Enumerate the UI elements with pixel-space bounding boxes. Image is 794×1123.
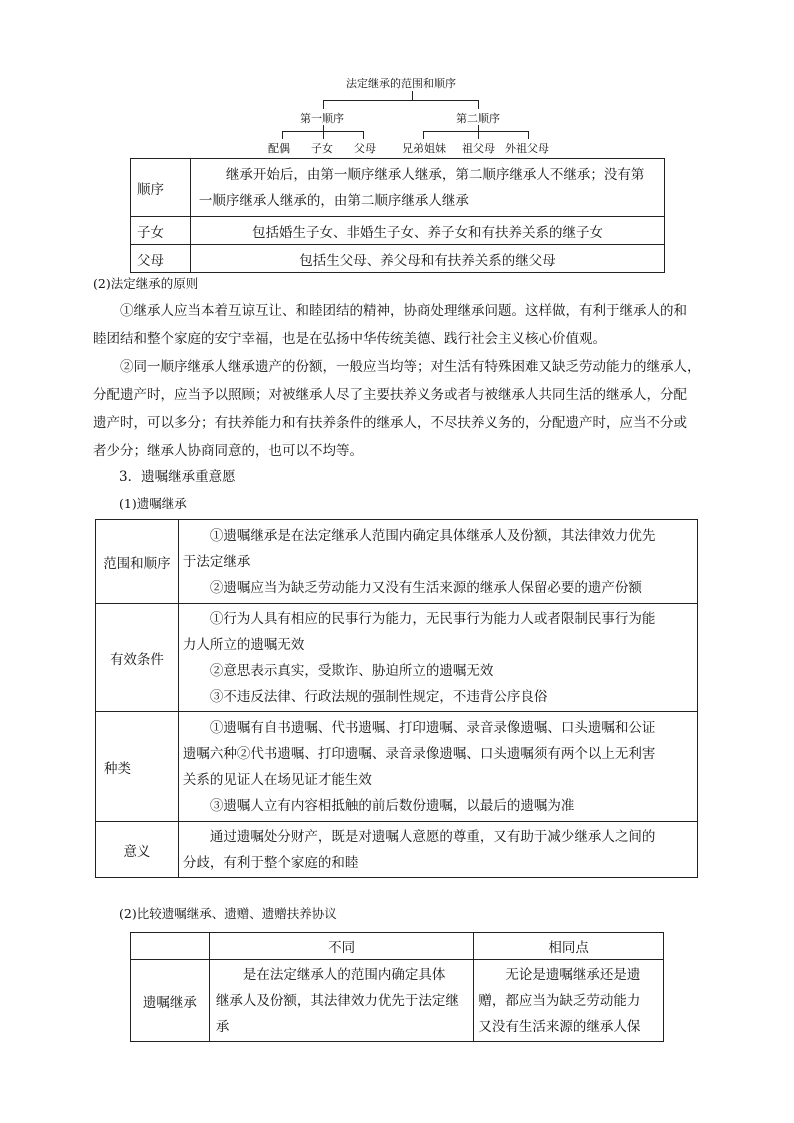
row-label: 父母 bbox=[131, 245, 191, 273]
tree-line bbox=[478, 131, 479, 139]
will-inheritance-table bbox=[95, 519, 698, 878]
statutory-order-table bbox=[130, 158, 665, 273]
row-label: 种类 bbox=[96, 712, 179, 822]
same-cell bbox=[474, 960, 664, 1042]
header-diff: 不同 bbox=[209, 933, 473, 960]
row-label: 遗嘱继承 bbox=[131, 960, 210, 1042]
tree-parents: 父母 bbox=[354, 142, 376, 155]
row-label: 顺序 bbox=[131, 159, 191, 217]
text-line: ①继承人应当本着互谅互让、和睦团结的精神，协商处理继承问题。这样做，有利于继承人的和 bbox=[120, 303, 687, 319]
tree-spouse: 配偶 bbox=[268, 142, 290, 155]
tree-line bbox=[412, 91, 413, 100]
text-line: 关系的见证人在场见证才能生效 bbox=[182, 771, 372, 788]
text-line: ①遗嘱有自书遗嘱、代书遗嘱、打印遗嘱、录音录像遗嘱、口头遗嘱和公证 bbox=[209, 719, 656, 736]
principle-paragraph-1 bbox=[93, 297, 713, 353]
tree-grandparents-paternal: 祖父母 bbox=[462, 142, 495, 155]
table-row bbox=[131, 245, 665, 273]
tree-line bbox=[478, 100, 479, 109]
table-row bbox=[96, 822, 698, 878]
text-line: 分歧，有利于整个家庭的和睦 bbox=[182, 854, 359, 871]
tree-line bbox=[323, 100, 324, 109]
text-line: ③遗嘱人立有内容相抵触的前后数份遗嘱，以最后的遗嘱为准 bbox=[209, 797, 575, 814]
principle-paragraph-2 bbox=[93, 353, 713, 465]
text-line: ②意思表示真实，受欺诈、胁迫所立的遗嘱无效 bbox=[209, 662, 494, 679]
table-row bbox=[131, 159, 665, 217]
tree-line bbox=[363, 131, 364, 139]
tree-line bbox=[282, 131, 283, 139]
text-line: 睦团结和整个家庭的安宁幸福，也是在弘扬中华传统美德、践行社会主义核心价值观。 bbox=[93, 331, 606, 347]
table-row bbox=[131, 217, 665, 245]
table-row bbox=[96, 712, 698, 822]
row-content bbox=[178, 712, 697, 822]
tree-root: 法定继承的范围和顺序 bbox=[346, 77, 456, 90]
tree-line bbox=[423, 131, 424, 139]
tree-grandparents-maternal: 外祖父母 bbox=[505, 142, 549, 155]
row-text-line: 一顺序继承人继承的，由第二顺序继承人继承 bbox=[198, 192, 469, 209]
text-line: 于法定继承 bbox=[182, 553, 251, 570]
principle-heading: (2)法定继承的原则 bbox=[93, 276, 199, 291]
text-line: ②同一顺序继承人继承遗产的份额，一般应当均等；对生活有特殊困难又缺乏劳动能力的继承人， bbox=[120, 359, 701, 375]
subsection-heading: (1)遗嘱继承 bbox=[119, 496, 187, 511]
header-same: 相同点 bbox=[474, 933, 664, 960]
tree-children: 子女 bbox=[311, 142, 333, 155]
tree-line bbox=[323, 131, 324, 139]
row-content: 包括生父母、养父母和有扶养关系的继父母 bbox=[190, 245, 664, 273]
tree-line bbox=[323, 100, 479, 101]
row-content: 包括婚生子女、非婚生子女、养子女和有扶养关系的继子女 bbox=[190, 217, 664, 245]
row-content bbox=[178, 604, 697, 712]
section-heading: 3．遗嘱继承重意愿 bbox=[119, 469, 236, 485]
text-line: ③不违反法律、行政法规的强制性规定，不违背公序良俗 bbox=[209, 688, 548, 705]
table-row bbox=[96, 604, 698, 712]
text-line: 无论是遗嘱继承还是遗 bbox=[505, 966, 641, 983]
diff-cell bbox=[209, 960, 473, 1042]
text-line: 遗嘱六种②代书遗嘱、打印遗嘱、录音录像遗嘱、口头遗嘱须有两个以上无利害 bbox=[182, 745, 656, 762]
text-line: 遗产时，可以多分；有扶养能力和有扶养条件的继承人，不尽扶养义务的，分配遗产时，应当不分或 bbox=[93, 415, 687, 431]
tree-siblings: 兄弟姐妹 bbox=[402, 142, 446, 155]
text-line: 继承人及份额，其法律效力优先于法定继 bbox=[215, 992, 459, 1009]
row-label: 有效条件 bbox=[96, 604, 179, 712]
text-line: ②遗嘱应当为缺乏劳动能力又没有生活来源的继承人保留必要的遗产份额 bbox=[209, 579, 642, 596]
tree-line bbox=[528, 131, 529, 139]
header-empty bbox=[131, 933, 210, 960]
row-label: 意义 bbox=[96, 822, 179, 878]
text-line: 力人所立的遗嘱无效 bbox=[182, 636, 305, 653]
row-content bbox=[190, 159, 664, 217]
row-label: 范围和顺序 bbox=[96, 520, 179, 604]
table-header-row bbox=[131, 933, 664, 960]
text-line: 赠，都应当为缺乏劳动能力 bbox=[478, 992, 641, 1009]
compare-table bbox=[130, 932, 664, 1042]
tree-first-order: 第一顺序 bbox=[300, 112, 344, 125]
text-line: 通过遗嘱处分财产，既是对遗嘱人意愿的尊重，又有助于减少继承人之间的 bbox=[209, 828, 656, 845]
row-label: 子女 bbox=[131, 217, 191, 245]
row-content bbox=[178, 822, 697, 878]
text-line: ①遗嘱继承是在法定继承人范围内确定具体继承人及份额，其法律效力优先 bbox=[209, 527, 656, 544]
text-line: 承 bbox=[215, 1018, 230, 1035]
row-content bbox=[178, 520, 697, 604]
tree-second-order: 第二顺序 bbox=[456, 112, 500, 125]
tree-line bbox=[423, 131, 529, 132]
text-line: ①行为人具有相应的民事行为能力，无民事行为能力人或者限制民事行为能 bbox=[209, 610, 656, 627]
text-line: 是在法定继承人的范围内确定具体 bbox=[242, 966, 446, 983]
text-line: 又没有生活来源的继承人保 bbox=[478, 1018, 641, 1035]
table-row bbox=[96, 520, 698, 604]
text-line: 者少分；继承人协商同意的，也可以不均等。 bbox=[93, 443, 363, 459]
compare-heading: (2)比较遗嘱继承、遗赠、遗赠扶养协议 bbox=[119, 906, 337, 921]
row-text-line: 继承开始后，由第一顺序继承人继承，第二顺序继承人不继承；没有第 bbox=[225, 166, 645, 183]
table-row bbox=[131, 960, 664, 1042]
text-line: 分配遗产时，应当予以照顾；对被继承人尽了主要扶养义务或者与被继承人共同生活的继承人，分配 bbox=[93, 387, 687, 403]
